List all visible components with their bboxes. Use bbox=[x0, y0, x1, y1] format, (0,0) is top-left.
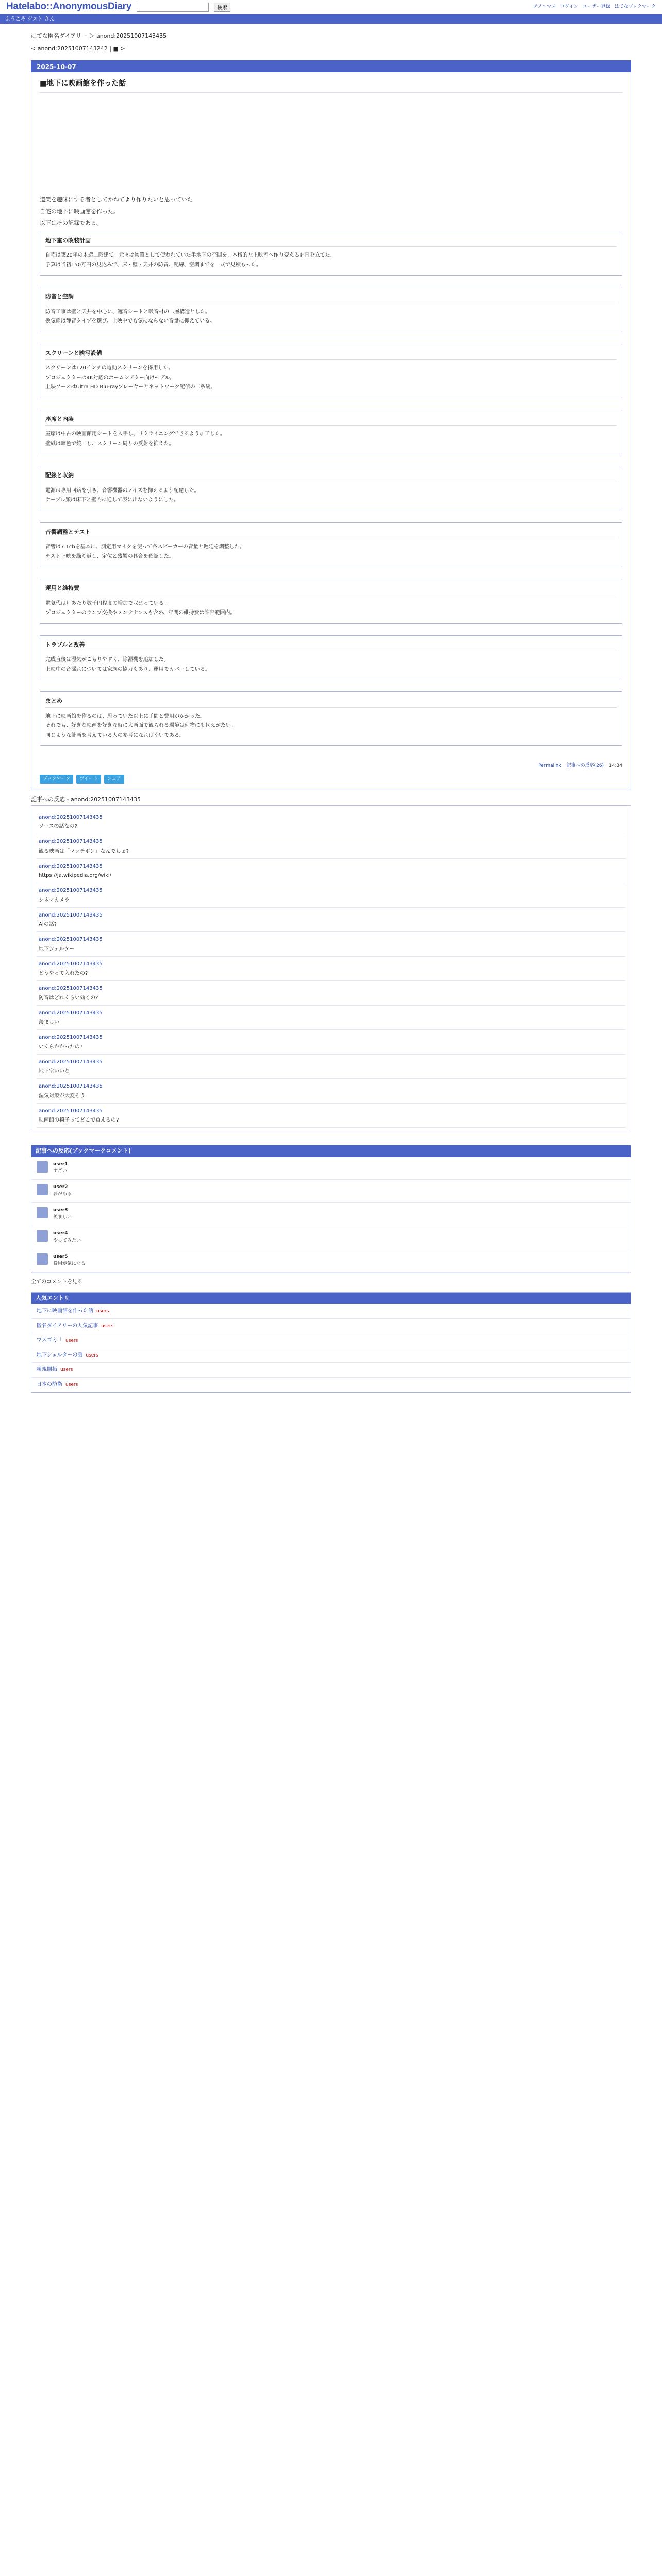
bookmark-count-badge[interactable]: users bbox=[65, 1382, 78, 1387]
breadcrumb[interactable]: はてな匿名ダイアリー ＞ anond:20251007143435 bbox=[31, 32, 167, 39]
section-line: 予算は当初150万円の見込みで、床・壁・天井の防音、配線、空調までを一式で見積もった。 bbox=[45, 262, 261, 268]
response-link[interactable]: anond:20251007143435 bbox=[39, 1083, 103, 1089]
response-text: 羨ましい bbox=[39, 1020, 59, 1025]
entry-section bbox=[40, 231, 622, 276]
header-link-bookmark[interactable]: はてなブックマーク bbox=[614, 4, 656, 9]
bookmark-comment-body bbox=[53, 1253, 86, 1268]
response-item bbox=[37, 1006, 625, 1030]
bookmark-text: 夢がある bbox=[53, 1192, 72, 1197]
bookmark-comments bbox=[31, 1145, 631, 1273]
section-line: ケーブル類は床下と壁内に通して表に出ないようにした。 bbox=[45, 497, 179, 503]
header-link-login[interactable]: ログイン bbox=[560, 4, 578, 9]
bookmark-count-badge[interactable]: users bbox=[86, 1352, 98, 1358]
bookmark-text: やってみたい bbox=[53, 1238, 81, 1244]
popular-entries bbox=[31, 1292, 631, 1393]
welcome-bar: ようこそ ゲスト さん bbox=[0, 14, 662, 24]
response-link[interactable]: anond:20251007143435 bbox=[39, 937, 103, 942]
section-line: 電源は専用回路を引き、音響機器のノイズを抑えるよう配慮した。 bbox=[45, 487, 200, 494]
entry-sections bbox=[40, 231, 622, 747]
entry-intro bbox=[40, 196, 622, 228]
section-line: 音響は7.1chを基本に、測定用マイクを使って各スピーカーの音量と遅延を調整した。 bbox=[45, 544, 245, 550]
section-line: 電気代は月あたり数千円程度の増加で収まっている。 bbox=[45, 600, 169, 606]
entry-section bbox=[40, 466, 622, 511]
bookmark-text: 費用が気になる bbox=[53, 1261, 86, 1266]
bookmark-user[interactable]: user3 bbox=[53, 1208, 68, 1213]
section-title: 防音と空調 bbox=[45, 293, 617, 303]
entry-section bbox=[40, 344, 622, 398]
entry-section bbox=[40, 410, 622, 455]
section-line: 座席は中古の映画館用シートを入手し、リクライニングできるよう加工した。 bbox=[45, 431, 225, 437]
section-title: スクリーンと映写設備 bbox=[45, 349, 617, 360]
more-comments-link[interactable]: 全てのコメントを見る bbox=[31, 1279, 82, 1285]
response-item bbox=[37, 1030, 625, 1055]
section-line: 地下に映画館を作るのは、思っていた以上に手間と費用がかかった。 bbox=[45, 713, 205, 719]
response-text: 防音はどれくらい効くの? bbox=[39, 995, 98, 1001]
bookmark-user[interactable]: user1 bbox=[53, 1161, 68, 1167]
entry-section bbox=[40, 579, 622, 624]
bookmark-comment bbox=[31, 1249, 631, 1273]
bookmark-comment bbox=[31, 1226, 631, 1249]
response-item bbox=[37, 883, 625, 908]
responses-heading: 記事への反応 - anond:20251007143435 bbox=[31, 796, 141, 803]
response-item bbox=[37, 1079, 625, 1104]
bookmark-user[interactable]: user5 bbox=[53, 1254, 68, 1259]
diary-entry bbox=[31, 60, 631, 790]
site-logo[interactable]: Hatelabo::AnonymousDiary bbox=[6, 1, 132, 12]
response-text: シネマカメラ bbox=[39, 897, 70, 903]
avatar[interactable] bbox=[37, 1161, 48, 1173]
response-item bbox=[37, 932, 625, 957]
section-line: それでも、好きな映画を好きな時に大画面で観られる環境は何物にも代えがたい。 bbox=[45, 723, 236, 728]
response-link[interactable]: anond:20251007143435 bbox=[39, 814, 103, 820]
bookmark-comment bbox=[31, 1180, 631, 1203]
response-item bbox=[37, 1104, 625, 1128]
section-line: 自宅は築20年の木造二階建て。元々は物置として使われていた半地下の空間を、本格的な上映室へ作り変える計画を立てた。 bbox=[45, 252, 336, 258]
bookmark-comment-list bbox=[31, 1157, 631, 1273]
response-item bbox=[37, 957, 625, 981]
popular-entry bbox=[31, 1363, 631, 1378]
bookmark-comment-body bbox=[53, 1207, 72, 1222]
header-link-anonymous[interactable]: アノニマス bbox=[533, 4, 556, 9]
search-input[interactable] bbox=[137, 3, 209, 12]
tweet-button[interactable]: ツイート bbox=[76, 775, 101, 784]
popular-entry-link[interactable]: 地下シェルターの話 bbox=[37, 1352, 83, 1358]
section-title: まとめ bbox=[45, 697, 617, 708]
section-line: 換気扇は静音タイプを選び、上映中でも気にならない音量に抑えている。 bbox=[45, 318, 216, 324]
response-link[interactable]: anond:20251007143435 bbox=[39, 986, 103, 991]
avatar[interactable] bbox=[37, 1230, 48, 1242]
bookmark-count-badge[interactable]: users bbox=[101, 1323, 114, 1329]
response-tree bbox=[31, 805, 631, 1133]
section-title: 運用と維持費 bbox=[45, 584, 617, 595]
response-link[interactable]: anond:20251007143435 bbox=[39, 1108, 103, 1114]
bookmark-comments-heading: 記事への反応(ブックマークコメント) bbox=[31, 1145, 631, 1157]
popular-entry bbox=[31, 1348, 631, 1363]
section-title: トラブルと改善 bbox=[45, 641, 617, 652]
entry-date: 2025-10-07 bbox=[31, 61, 631, 72]
entry-pager[interactable]: < anond:20251007143242 | ■ > bbox=[31, 45, 125, 52]
response-item bbox=[37, 981, 625, 1006]
entry-section bbox=[40, 691, 622, 746]
bookmark-user[interactable]: user2 bbox=[53, 1184, 68, 1190]
response-text: ソースの話なの? bbox=[39, 824, 77, 829]
response-link[interactable]: anond:20251007143435 bbox=[39, 912, 103, 918]
share-buttons bbox=[31, 773, 631, 790]
popular-entry bbox=[31, 1319, 631, 1334]
response-item bbox=[37, 810, 625, 835]
section-line: 同じような計画を考えている人の参考になれば幸いである。 bbox=[45, 732, 185, 738]
popular-entry-link[interactable]: 日本の防衛 bbox=[37, 1381, 62, 1387]
response-text: https://ja.wikipedia.org/wiki/ bbox=[39, 873, 112, 878]
section-line: プロジェクターのランプ交換やメンテナンスも含め、年間の維持費は許容範囲内。 bbox=[45, 610, 236, 616]
bookmark-text: すごい bbox=[53, 1168, 68, 1174]
popular-entry-link[interactable]: 地下に映画館を作った話 bbox=[37, 1308, 93, 1314]
response-text: AIの話? bbox=[39, 922, 57, 927]
avatar[interactable] bbox=[37, 1184, 48, 1195]
response-item bbox=[37, 859, 625, 884]
section-line: 上映中の音漏れについては家族の協力もあり、運用でカバーしている。 bbox=[45, 666, 210, 672]
section-title: 地下室の改装計画 bbox=[45, 236, 617, 247]
popular-entries-heading: 人気エントリ bbox=[31, 1293, 631, 1304]
popular-entry-link[interactable]: マスゴミ「 bbox=[37, 1337, 62, 1344]
section-title: 音響調整とテスト bbox=[45, 528, 617, 539]
popular-entry-link[interactable]: 匿名ダイアリーの人気記事 bbox=[37, 1323, 98, 1329]
bookmark-count-badge[interactable]: users bbox=[96, 1309, 109, 1314]
search-button[interactable]: 検索 bbox=[214, 3, 230, 12]
bookmark-button[interactable]: ブックマーク bbox=[40, 775, 73, 784]
entry-section bbox=[40, 522, 622, 568]
section-line: 壁紙は暗色で統一し、スクリーン周りの反射を抑えた。 bbox=[45, 440, 174, 447]
section-line: スクリーンは120インチの電動スクリーンを採用した。 bbox=[45, 365, 174, 371]
permalink[interactable]: Permalink bbox=[538, 763, 561, 768]
section-title: 配線と収納 bbox=[45, 471, 617, 482]
response-text: 映画館の椅子ってどこで買えるの? bbox=[39, 1117, 119, 1123]
entry-body bbox=[31, 93, 631, 746]
bookmark-text: 羨ましい bbox=[53, 1215, 72, 1221]
section-line: プロジェクターは4K対応のホームシアター向けモデル。 bbox=[45, 375, 175, 381]
section-title: 座席と内装 bbox=[45, 415, 617, 426]
section-line: テスト上映を繰り返し、定位と残響の具合を確認した。 bbox=[45, 553, 174, 560]
response-link[interactable]: anond:20251007143435 bbox=[39, 863, 103, 869]
header-link-register[interactable]: ユーザー登録 bbox=[582, 4, 610, 9]
bookmark-comment bbox=[31, 1157, 631, 1180]
bookmark-comment bbox=[31, 1203, 631, 1226]
avatar[interactable] bbox=[37, 1253, 48, 1265]
entry-footer bbox=[31, 757, 631, 773]
response-link[interactable]: anond:20251007143435 bbox=[39, 1010, 103, 1016]
bookmark-user[interactable]: user4 bbox=[53, 1231, 68, 1236]
response-link[interactable]: anond:20251007143435 bbox=[39, 1035, 103, 1040]
response-item bbox=[37, 908, 625, 933]
entry-section bbox=[40, 635, 622, 681]
response-text: どうやって入れたの? bbox=[39, 971, 88, 976]
section-line: 上映ソースはUltra HD Blu-rayプレーヤーとネットワーク配信の二系統。 bbox=[45, 384, 216, 390]
bookmark-comment-body bbox=[53, 1161, 68, 1176]
response-link[interactable]: anond:20251007143435 bbox=[39, 839, 103, 844]
share-button[interactable]: シェア bbox=[104, 775, 124, 784]
entry-title[interactable]: ■地下に映画館を作った話 bbox=[40, 79, 126, 88]
section-line: 完成直後は湿気がこもりやすく、除湿機を追加した。 bbox=[45, 657, 169, 663]
entry-time: 14:34 bbox=[609, 763, 622, 768]
popular-entry-list bbox=[31, 1304, 631, 1392]
popular-entry-link[interactable]: 新規開拓 bbox=[37, 1367, 57, 1373]
response-text: 地下室いいな bbox=[39, 1069, 70, 1074]
responses-link[interactable]: 記事への反応(26) bbox=[566, 763, 604, 768]
avatar[interactable] bbox=[37, 1207, 48, 1218]
bookmark-count-badge[interactable]: users bbox=[60, 1367, 73, 1373]
response-text: 観る映画は「マッチポン」なんでしょ? bbox=[39, 848, 129, 854]
intro-line: 以下はその記録である。 bbox=[40, 219, 102, 226]
intro-line: 道楽を趣味にする者としてかねてより作りたいと思っていた bbox=[40, 196, 193, 203]
response-text: いくらかかったの? bbox=[39, 1044, 83, 1050]
section-line: 防音工事は壁と天井を中心に、遮音シートと吸音材の二層構造とした。 bbox=[45, 309, 210, 315]
header-links bbox=[533, 4, 656, 11]
bookmark-comment-body bbox=[53, 1184, 72, 1198]
entry-section bbox=[40, 287, 622, 332]
intro-line: 自宅の地下に映画館を作った。 bbox=[40, 208, 119, 215]
site-header bbox=[0, 0, 662, 14]
response-link[interactable]: anond:20251007143435 bbox=[39, 1059, 103, 1065]
popular-entry bbox=[31, 1333, 631, 1348]
response-link[interactable]: anond:20251007143435 bbox=[39, 961, 103, 967]
popular-entry bbox=[31, 1378, 631, 1393]
response-link[interactable]: anond:20251007143435 bbox=[39, 888, 103, 893]
bookmark-comment-body bbox=[53, 1230, 81, 1245]
response-text: 湿気対策が大変そう bbox=[39, 1093, 85, 1099]
response-item bbox=[37, 834, 625, 859]
bookmark-count-badge[interactable]: users bbox=[65, 1338, 78, 1344]
popular-entry bbox=[31, 1304, 631, 1319]
response-item bbox=[37, 1055, 625, 1079]
response-text: 地下シェルター bbox=[39, 946, 75, 952]
